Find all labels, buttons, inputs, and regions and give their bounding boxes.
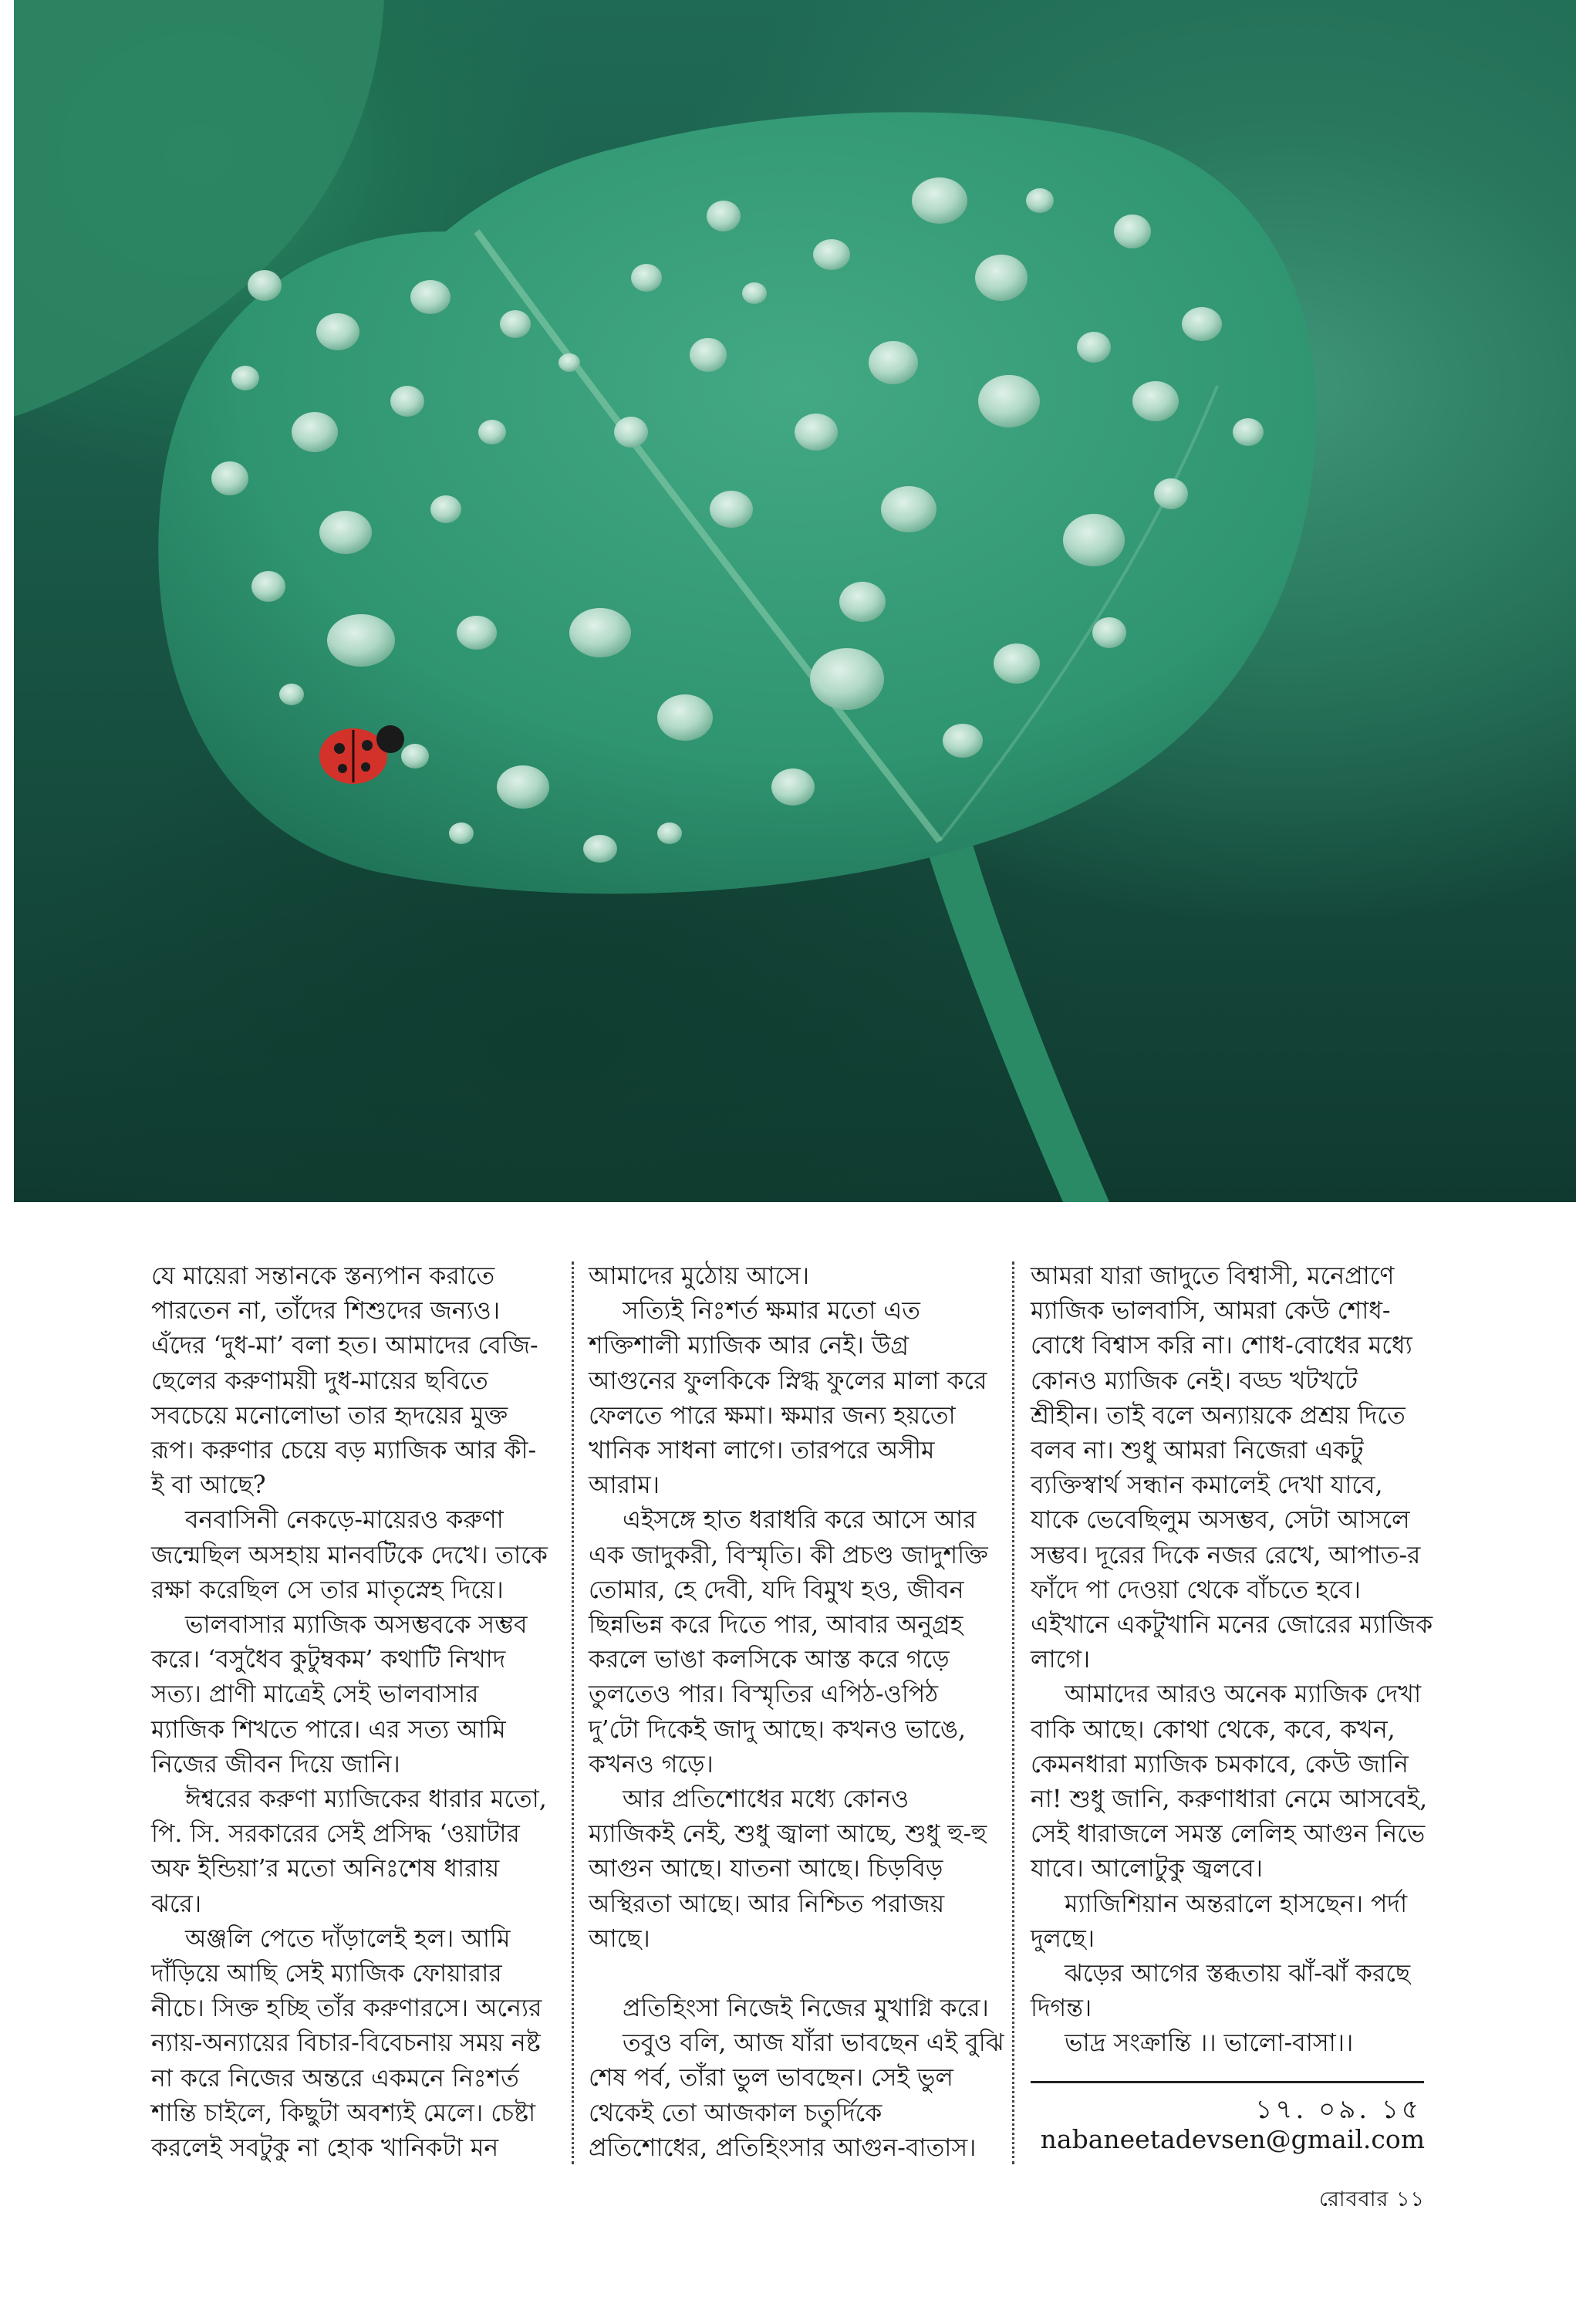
text-line: খানিক সাধনা লাগে। তারপরে অসীম <box>589 1437 935 1465</box>
text-line: দু’টো দিকেই জাদু আছে। কখনও ভাঙে, <box>589 1715 967 1744</box>
column-1 <box>151 1259 552 2166</box>
text-line: করলে ভাঙা কলসিকে আস্ত করে গড়ে <box>589 1646 950 1674</box>
text-line: ম্যাজিশিয়ান অন্তরালে হাসছেন। পর্দা <box>1065 1890 1408 1918</box>
text-line: যে মায়েরা সন্তানকে স্তন্যপান করাতে <box>151 1262 495 1290</box>
text-line: আগুন আছে। যাতনা আছে। চিড়বিড় <box>589 1855 943 1883</box>
leaf-photo <box>14 0 1576 1202</box>
text-line: ম্যাজিকই নেই, শুধু জ্বালা আছে, শুধু হু-হু <box>589 1820 987 1849</box>
leaf-with-dewdrops-icon <box>14 0 1576 1202</box>
text-line: শ্রীহীন। তাই বলে অন্যায়কে প্রশ্রয় দিতে <box>1031 1401 1406 1430</box>
text-line: ঝড়ের আগের স্তব্ধতায় ঝাঁ-ঝাঁ করছে <box>1065 1960 1411 1988</box>
text-line: ছেলের করুণাময়ী দুধ-মায়ের ছবিতে <box>151 1366 488 1395</box>
text-line: এঁদের ‘দুধ-মা’ বলা হত। আমাদের বেজি- <box>151 1332 538 1360</box>
text-line: তুলতেও পার। বিস্মৃতির এপিঠ-ওপিঠ <box>589 1681 939 1709</box>
text-line: নিজের জীবন দিয়ে জানি। <box>151 1750 400 1778</box>
text-line: ঈশ্বরের করুণা ম্যাজিকের ধারার মতো, <box>185 1785 547 1814</box>
text-line: ঝরে। <box>151 1890 202 1918</box>
text-line: অস্থিরতা আছে। আর নিশ্চিত পরাজয় <box>589 1890 945 1918</box>
text-line: এইখানে একটুখানি মনের জোরের ম্যাজিক <box>1031 1611 1433 1640</box>
text-line: ম্যাজিক ভালবাসি, আমরা কেউ শোধ- <box>1031 1297 1391 1326</box>
text-line: প্রতিশোধের, প্রতিহিংসার আগুন-বাতাস। <box>589 2133 977 2162</box>
text-line: যাবে। আলোটুকু জ্বলবে। <box>1031 1855 1264 1883</box>
text-line: আমরা যারা জাদুতে বিশ্বাসী, মনেপ্রাণে <box>1031 1262 1395 1290</box>
text-line: কেমনধারা ম্যাজিক চমকাবে, কেউ জানি <box>1031 1750 1409 1778</box>
column-divider <box>1012 1262 1014 2164</box>
text-line: অঞ্জলি পেতে দাঁড়ালেই হল। আমি <box>185 1924 511 1953</box>
text-line: বনবাসিনী নেকড়ে-মায়েরও করুণা <box>185 1506 504 1535</box>
text-line: করে। ‘বসুধৈব কুটুম্বকম’ কথাটি নিখাদ <box>151 1646 506 1674</box>
text-line: দাঁড়িয়ে আছি সেই ম্যাজিক ফোয়ারার <box>151 1960 502 1988</box>
article-date: ১৭. ০৯. ১৫ <box>1255 2094 1422 2125</box>
author-email: nabaneetadevsen@gmail.com <box>1040 2124 1425 2154</box>
text-line: সত্য। প্রাণী মাত্রেই সেই ভালবাসার <box>151 1681 479 1709</box>
column-3 <box>1031 1259 1432 2062</box>
text-line: শেষ পর্ব, তাঁরা ভুল ভাবছেন। সেই ভুল <box>589 2064 953 2093</box>
text-line: কোনও ম্যাজিক নেই। বড্ড খটখটে <box>1031 1366 1358 1395</box>
text-line: তবুও বলি, আজ যাঁরা ভাবছেন এই বুঝি <box>623 2029 1004 2058</box>
text-line: না! শুধু জানি, করুণাধারা নেমে আসবেই, <box>1031 1785 1428 1814</box>
text-line: প্রতিহিংসা নিজেই নিজের মুখাগ্নি করে। <box>623 1995 989 2023</box>
text-line: তোমার, হে দেবী, যদি বিমুখ হও, জীবন <box>589 1576 964 1604</box>
text-line: ফেলতে পারে ক্ষমা। ক্ষমার জন্য হয়তো <box>589 1401 956 1430</box>
text-line: আছে। <box>589 1924 650 1953</box>
page-folio: রোববার ১১ <box>1319 2187 1425 2211</box>
text-line: কখনও গড়ে। <box>589 1750 714 1778</box>
text-line: আর প্রতিশোধের মধ্যে কোনও <box>623 1785 909 1814</box>
text-line: করলেই সবটুকু না হোক খানিকটা মন <box>151 2134 499 2163</box>
text-line: না করে নিজের অন্তরে একমনে নিঃশর্ত <box>151 2064 519 2093</box>
text-line: রূপ। করুণার চেয়ে বড় ম্যাজিক আর কী- <box>151 1437 537 1465</box>
text-line: আমাদের মুঠোয় আসে। <box>589 1262 810 1290</box>
text-line: জন্মেছিল অসহায় মানবটিকে দেখে। তাকে <box>151 1541 548 1569</box>
text-line: সবচেয়ে মনোলোভা তার হৃদয়ের মুক্ত <box>151 1401 508 1430</box>
text-line: ম্যাজিক শিখতে পারে। এর সত্য আমি <box>151 1715 506 1744</box>
text-line: পারতেন না, তাঁদের শিশুদের জন্যও। <box>151 1297 501 1326</box>
text-line: এক জাদুকরী, বিস্মৃতি। কী প্রচণ্ড জাদুশক্তি <box>589 1541 988 1569</box>
column-divider <box>572 1262 574 2164</box>
text-line: আগুনের ফুলকিকে স্নিগ্ধ ফুলের মালা করে <box>589 1366 987 1395</box>
text-line: ফাঁদে পা দেওয়া থেকে বাঁচতে হবে। <box>1031 1576 1361 1604</box>
text-line: বলব না। শুধু আমরা নিজেরা একটু <box>1031 1437 1364 1465</box>
text-line: আরাম। <box>589 1471 660 1500</box>
text-line: শান্তি চাইলে, কিছুটা অবশ্যই মেলে। চেষ্টা <box>151 2099 536 2127</box>
text-line: সম্ভব। দূরের দিকে নজর রেখে, আপাত-র <box>1031 1541 1421 1569</box>
text-line: ন্যায়-অন্যায়ের বিচার-বিবেচনায় সময় নষ্ট <box>151 2029 541 2058</box>
text-line: পি. সি. সরকারের সেই প্রসিদ্ধ ‘ওয়াটার <box>151 1820 520 1849</box>
text-line: নীচে। সিক্ত হচ্ছি তাঁর করুণারসে। অন্যের <box>151 1995 542 2023</box>
text-line: লাগে। <box>1031 1646 1091 1674</box>
text-line: বাকি আছে। কোথা থেকে, কবে, কখন, <box>1031 1715 1395 1744</box>
column-2 <box>589 1259 1004 2166</box>
text-line: সেই ধারাজলে সমস্ত লেলিহ আগুন নিভে <box>1031 1820 1426 1849</box>
text-line: ই বা আছে? <box>151 1471 266 1500</box>
text-line: অফ ইন্ডিয়া’র মতো অনিঃশেষ ধারায় <box>151 1855 500 1883</box>
text-line: যাকে ভেবেছিলুম অসম্ভব, সেটা আসলে <box>1031 1506 1410 1535</box>
text-line: ব্যক্তিস্বার্থ সন্ধান কমালেই দেখা যাবে, <box>1031 1471 1383 1500</box>
text-line: সত্যিই নিঃশর্ত ক্ষমার মতো এত <box>623 1297 920 1326</box>
text-line: রক্ষা করেছিল সে তার মাতৃস্নেহ দিয়ে। <box>151 1576 504 1604</box>
text-line: থেকেই তো আজকাল চতুর্দিকে <box>589 2099 882 2127</box>
text-line: বোধে বিশ্বাস করি না। শোধ-বোধের মধ্যে <box>1031 1332 1412 1360</box>
text-line: ভাদ্র সংক্রান্তি ।। ভালো-বাসা।। <box>1065 2029 1354 2058</box>
signature-rule <box>1031 2081 1424 2083</box>
text-line: আমাদের আরও অনেক ম্যাজিক দেখা <box>1065 1681 1422 1709</box>
text-line: ছিন্নভিন্ন করে দিতে পার, আবার অনুগ্রহ <box>589 1611 963 1640</box>
text-line: শক্তিশালী ম্যাজিক আর নেই। উগ্র <box>589 1332 909 1360</box>
text-line: দুলছে। <box>1031 1924 1095 1953</box>
text-line: এইসঙ্গে হাত ধরাধরি করে আসে আর <box>623 1506 977 1535</box>
text-line: দিগন্ত। <box>1031 1995 1092 2023</box>
text-line: ভালবাসার ম্যাজিক অসম্ভবকে সম্ভব <box>185 1611 528 1640</box>
